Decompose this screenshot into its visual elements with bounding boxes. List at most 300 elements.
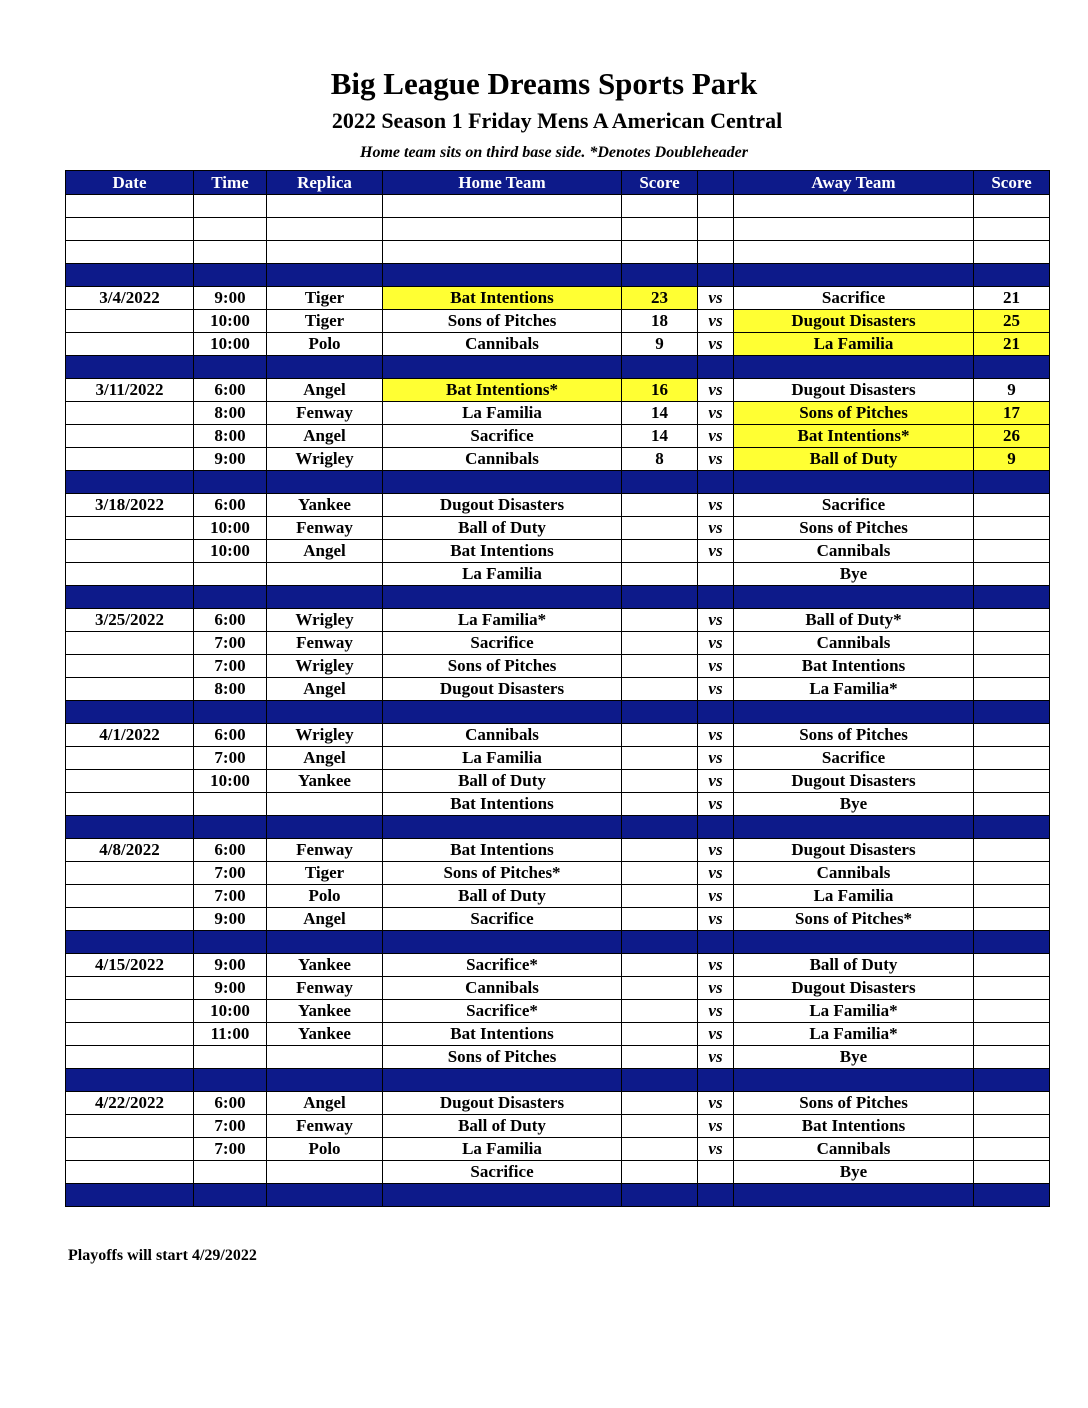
home-score-cell [622, 241, 698, 264]
home-team-cell: Bat Intentions [383, 793, 622, 816]
home-score-cell [622, 793, 698, 816]
date-cell [66, 1161, 194, 1184]
replica-cell: Angel [267, 425, 383, 448]
away-team-cell: Dugout Disasters [734, 977, 974, 1000]
date-cell [66, 632, 194, 655]
away-team-cell: Ball of Duty [734, 954, 974, 977]
home-score-cell [622, 1161, 698, 1184]
away-team-cell: Bye [734, 1161, 974, 1184]
replica-cell: Yankee [267, 954, 383, 977]
away-score-cell: 17 [974, 402, 1050, 425]
away-team-cell: Sacrifice [734, 747, 974, 770]
date-cell: 3/4/2022 [66, 287, 194, 310]
vs-cell: vs [698, 425, 734, 448]
home-team-cell: La Familia [383, 563, 622, 586]
away-score-cell [974, 885, 1050, 908]
blank-row [66, 218, 1050, 241]
away-team-cell: Cannibals [734, 862, 974, 885]
replica-cell [267, 241, 383, 264]
home-score-cell [622, 1023, 698, 1046]
home-team-cell: Cannibals [383, 333, 622, 356]
time-cell [194, 1161, 267, 1184]
home-score-cell [622, 908, 698, 931]
date-cell [66, 563, 194, 586]
time-cell [194, 701, 267, 724]
col-home-team: Home Team [383, 171, 622, 195]
date-cell: 3/18/2022 [66, 494, 194, 517]
date-cell [66, 862, 194, 885]
home-team-cell: La Familia [383, 402, 622, 425]
col-home-score: Score [622, 171, 698, 195]
home-score-cell [622, 586, 698, 609]
game-row [66, 1000, 1050, 1023]
home-team-cell: Cannibals [383, 448, 622, 471]
home-team-cell: La Familia [383, 747, 622, 770]
away-team-cell [734, 1069, 974, 1092]
vs-cell [698, 1161, 734, 1184]
home-team-cell [383, 218, 622, 241]
replica-cell [267, 931, 383, 954]
home-score-cell [622, 770, 698, 793]
away-score-cell [974, 1046, 1050, 1069]
time-cell: 6:00 [194, 724, 267, 747]
vs-cell: vs [698, 1138, 734, 1161]
away-score-cell [974, 241, 1050, 264]
home-team-cell [383, 1184, 622, 1207]
game-row [66, 678, 1050, 701]
away-team-cell: Dugout Disasters [734, 839, 974, 862]
away-score-cell [974, 609, 1050, 632]
vs-cell: vs [698, 494, 734, 517]
home-score-cell: 16 [622, 379, 698, 402]
away-team-cell: La Familia [734, 333, 974, 356]
vs-cell [698, 931, 734, 954]
date-cell [66, 678, 194, 701]
game-row [66, 609, 1050, 632]
away-team-cell: Sons of Pitches [734, 724, 974, 747]
vs-cell: vs [698, 747, 734, 770]
replica-cell: Angel [267, 540, 383, 563]
away-score-cell [974, 586, 1050, 609]
time-cell [194, 931, 267, 954]
vs-cell: vs [698, 333, 734, 356]
vs-cell [698, 471, 734, 494]
time-cell: 6:00 [194, 494, 267, 517]
home-score-cell [622, 862, 698, 885]
playoffs-note: Playoffs will start 4/29/2022 [68, 1247, 257, 1264]
schedule-body [66, 195, 1050, 1207]
date-cell [66, 1184, 194, 1207]
home-score-cell [622, 195, 698, 218]
replica-cell: Yankee [267, 770, 383, 793]
home-team-cell: Sons of Pitches [383, 310, 622, 333]
date-cell: 3/11/2022 [66, 379, 194, 402]
away-score-cell [974, 1161, 1050, 1184]
date-cell [66, 793, 194, 816]
vs-cell [698, 1069, 734, 1092]
away-score-cell [974, 1115, 1050, 1138]
time-cell [194, 793, 267, 816]
home-team-cell: Sons of Pitches [383, 1046, 622, 1069]
away-team-cell [734, 701, 974, 724]
away-score-cell [974, 655, 1050, 678]
replica-cell: Tiger [267, 287, 383, 310]
vs-cell [698, 264, 734, 287]
time-cell: 9:00 [194, 287, 267, 310]
away-team-cell [734, 356, 974, 379]
away-team-cell [734, 586, 974, 609]
time-cell [194, 563, 267, 586]
vs-cell: vs [698, 770, 734, 793]
vs-cell: vs [698, 793, 734, 816]
replica-cell [267, 1046, 383, 1069]
home-score-cell: 14 [622, 425, 698, 448]
away-score-cell [974, 839, 1050, 862]
away-score-cell [974, 1092, 1050, 1115]
date-cell [66, 931, 194, 954]
vs-cell: vs [698, 678, 734, 701]
time-cell: 10:00 [194, 770, 267, 793]
vs-cell [698, 356, 734, 379]
home-score-cell [622, 816, 698, 839]
away-score-cell [974, 770, 1050, 793]
away-team-cell [734, 264, 974, 287]
away-score-cell [974, 1000, 1050, 1023]
time-cell: 7:00 [194, 632, 267, 655]
away-score-cell [974, 218, 1050, 241]
blank-row [66, 195, 1050, 218]
home-score-cell [622, 655, 698, 678]
away-score-cell [974, 793, 1050, 816]
away-score-cell [974, 678, 1050, 701]
away-team-cell: La Familia* [734, 1023, 974, 1046]
home-team-cell [383, 356, 622, 379]
vs-cell: vs [698, 517, 734, 540]
home-team-cell: Ball of Duty [383, 770, 622, 793]
vs-cell: vs [698, 448, 734, 471]
date-cell [66, 655, 194, 678]
time-cell: 8:00 [194, 425, 267, 448]
game-row [66, 1023, 1050, 1046]
away-score-cell: 21 [974, 333, 1050, 356]
replica-cell: Fenway [267, 632, 383, 655]
home-team-cell: Sons of Pitches [383, 655, 622, 678]
away-team-cell: Dugout Disasters [734, 379, 974, 402]
home-score-cell [622, 1000, 698, 1023]
home-score-cell [622, 264, 698, 287]
away-score-cell: 9 [974, 448, 1050, 471]
away-team-cell [734, 1184, 974, 1207]
date-cell [66, 310, 194, 333]
time-cell [194, 816, 267, 839]
away-team-cell: Sons of Pitches [734, 517, 974, 540]
home-score-cell [622, 540, 698, 563]
away-team-cell: La Familia [734, 885, 974, 908]
col-time: Time [194, 171, 267, 195]
home-score-cell [622, 1092, 698, 1115]
page-title: Big League Dreams Sports Park [330, 66, 758, 101]
time-cell [194, 241, 267, 264]
date-cell [66, 1046, 194, 1069]
home-score-cell [622, 356, 698, 379]
replica-cell: Wrigley [267, 609, 383, 632]
date-cell [66, 195, 194, 218]
away-team-cell: Ball of Duty [734, 448, 974, 471]
away-team-cell: Cannibals [734, 632, 974, 655]
away-team-cell [734, 931, 974, 954]
home-score-cell [622, 1115, 698, 1138]
date-cell [66, 1023, 194, 1046]
time-cell [194, 1184, 267, 1207]
col-date: Date [66, 171, 194, 195]
home-team-cell: Ball of Duty [383, 885, 622, 908]
date-cell [66, 517, 194, 540]
vs-cell: vs [698, 1000, 734, 1023]
away-team-cell: La Familia* [734, 1000, 974, 1023]
home-score-cell [622, 839, 698, 862]
replica-cell [267, 1069, 383, 1092]
replica-cell: Fenway [267, 1115, 383, 1138]
game-row [66, 1092, 1050, 1115]
game-row [66, 862, 1050, 885]
away-team-cell [734, 816, 974, 839]
time-cell [194, 264, 267, 287]
vs-cell: vs [698, 1046, 734, 1069]
game-row [66, 287, 1050, 310]
date-cell [66, 1069, 194, 1092]
vs-cell: vs [698, 287, 734, 310]
home-team-cell [383, 1069, 622, 1092]
home-team-cell: Ball of Duty [383, 517, 622, 540]
away-score-cell [974, 517, 1050, 540]
home-score-cell [622, 609, 698, 632]
replica-cell: Angel [267, 379, 383, 402]
home-team-cell: Sacrifice [383, 908, 622, 931]
home-team-cell: Sacrifice* [383, 954, 622, 977]
home-score-cell [622, 701, 698, 724]
date-cell [66, 218, 194, 241]
date-cell [66, 701, 194, 724]
home-team-cell: Ball of Duty [383, 1115, 622, 1138]
game-row [66, 977, 1050, 1000]
replica-cell [267, 586, 383, 609]
home-score-cell [622, 678, 698, 701]
date-cell [66, 747, 194, 770]
vs-cell: vs [698, 632, 734, 655]
home-team-cell: Sons of Pitches* [383, 862, 622, 885]
time-cell: 10:00 [194, 540, 267, 563]
replica-cell: Yankee [267, 1000, 383, 1023]
time-cell: 8:00 [194, 678, 267, 701]
date-cell [66, 402, 194, 425]
away-team-cell: Dugout Disasters [734, 770, 974, 793]
game-row [66, 632, 1050, 655]
away-score-cell [974, 1023, 1050, 1046]
game-row [66, 1138, 1050, 1161]
time-cell: 7:00 [194, 1138, 267, 1161]
col-away-score: Score [974, 171, 1050, 195]
week-separator-row [66, 471, 1050, 494]
home-team-cell: La Familia [383, 1138, 622, 1161]
away-score-cell [974, 862, 1050, 885]
home-team-cell [383, 264, 622, 287]
away-team-cell [734, 241, 974, 264]
game-row [66, 563, 1050, 586]
away-score-cell [974, 494, 1050, 517]
away-score-cell [974, 977, 1050, 1000]
date-cell: 4/22/2022 [66, 1092, 194, 1115]
away-score-cell [974, 954, 1050, 977]
time-cell [194, 1069, 267, 1092]
vs-cell: vs [698, 724, 734, 747]
away-score-cell [974, 1069, 1050, 1092]
game-row [66, 793, 1050, 816]
home-team-cell: Bat Intentions [383, 1023, 622, 1046]
time-cell: 9:00 [194, 908, 267, 931]
date-cell [66, 540, 194, 563]
week-separator-row [66, 264, 1050, 287]
home-team-cell: Sacrifice [383, 632, 622, 655]
vs-cell: vs [698, 862, 734, 885]
replica-cell [267, 563, 383, 586]
replica-cell: Angel [267, 747, 383, 770]
away-score-cell [974, 816, 1050, 839]
away-score-cell [974, 1184, 1050, 1207]
away-team-cell: Bye [734, 1046, 974, 1069]
away-score-cell [974, 563, 1050, 586]
home-team-cell [383, 471, 622, 494]
home-team-cell: La Familia* [383, 609, 622, 632]
away-team-cell: Bat Intentions* [734, 425, 974, 448]
time-cell [194, 195, 267, 218]
game-row [66, 494, 1050, 517]
time-cell [194, 1046, 267, 1069]
replica-cell: Polo [267, 885, 383, 908]
home-score-cell [622, 494, 698, 517]
away-team-cell: Sacrifice [734, 287, 974, 310]
home-score-cell: 8 [622, 448, 698, 471]
game-row [66, 379, 1050, 402]
time-cell: 6:00 [194, 379, 267, 402]
replica-cell: Angel [267, 1092, 383, 1115]
home-team-cell [383, 931, 622, 954]
home-team-cell: Bat Intentions [383, 839, 622, 862]
date-cell [66, 356, 194, 379]
away-team-cell: La Familia* [734, 678, 974, 701]
replica-cell: Tiger [267, 862, 383, 885]
home-score-cell: 18 [622, 310, 698, 333]
date-cell [66, 241, 194, 264]
date-cell: 3/25/2022 [66, 609, 194, 632]
header-row [66, 171, 1050, 195]
time-cell [194, 471, 267, 494]
time-cell: 6:00 [194, 609, 267, 632]
replica-cell: Polo [267, 1138, 383, 1161]
col-vs [698, 171, 734, 195]
replica-cell [267, 471, 383, 494]
away-team-cell [734, 218, 974, 241]
replica-cell [267, 793, 383, 816]
time-cell: 9:00 [194, 954, 267, 977]
date-cell [66, 471, 194, 494]
replica-cell [267, 1161, 383, 1184]
vs-cell [698, 816, 734, 839]
home-score-cell [622, 747, 698, 770]
home-score-cell [622, 724, 698, 747]
home-score-cell: 14 [622, 402, 698, 425]
schedule-table [65, 170, 1050, 1207]
time-cell: 8:00 [194, 402, 267, 425]
game-row [66, 1115, 1050, 1138]
away-score-cell [974, 471, 1050, 494]
game-row [66, 655, 1050, 678]
vs-cell: vs [698, 402, 734, 425]
col-away-team: Away Team [734, 171, 974, 195]
week-separator-row [66, 816, 1050, 839]
date-cell [66, 1138, 194, 1161]
time-cell [194, 218, 267, 241]
home-team-cell: Bat Intentions* [383, 379, 622, 402]
time-cell: 7:00 [194, 747, 267, 770]
vs-cell: vs [698, 977, 734, 1000]
date-cell [66, 1000, 194, 1023]
time-cell: 6:00 [194, 839, 267, 862]
replica-cell: Fenway [267, 977, 383, 1000]
home-score-cell: 9 [622, 333, 698, 356]
home-score-cell [622, 218, 698, 241]
date-cell [66, 425, 194, 448]
replica-cell: Tiger [267, 310, 383, 333]
home-score-cell [622, 1069, 698, 1092]
week-separator-row [66, 356, 1050, 379]
game-row [66, 517, 1050, 540]
home-score-cell [622, 1046, 698, 1069]
game-row [66, 1046, 1050, 1069]
replica-cell: Fenway [267, 517, 383, 540]
home-team-cell: Sacrifice* [383, 1000, 622, 1023]
vs-cell: vs [698, 655, 734, 678]
home-team-cell [383, 241, 622, 264]
time-cell: 7:00 [194, 885, 267, 908]
away-score-cell: 21 [974, 287, 1050, 310]
home-team-cell: Dugout Disasters [383, 494, 622, 517]
game-row [66, 954, 1050, 977]
away-score-cell [974, 908, 1050, 931]
home-score-cell [622, 632, 698, 655]
away-score-cell: 26 [974, 425, 1050, 448]
home-score-cell [622, 1184, 698, 1207]
time-cell: 10:00 [194, 517, 267, 540]
replica-cell: Yankee [267, 1023, 383, 1046]
replica-cell [267, 816, 383, 839]
vs-cell [698, 241, 734, 264]
replica-cell: Wrigley [267, 448, 383, 471]
away-score-cell [974, 1138, 1050, 1161]
away-score-cell: 9 [974, 379, 1050, 402]
home-score-cell [622, 954, 698, 977]
date-cell: 4/1/2022 [66, 724, 194, 747]
date-cell: 4/15/2022 [66, 954, 194, 977]
home-team-cell: Sacrifice [383, 425, 622, 448]
away-team-cell: Sons of Pitches [734, 1092, 974, 1115]
week-separator-row [66, 1069, 1050, 1092]
vs-cell [698, 195, 734, 218]
date-cell [66, 816, 194, 839]
home-score-cell [622, 885, 698, 908]
replica-cell [267, 218, 383, 241]
vs-cell [698, 1184, 734, 1207]
date-cell [66, 1115, 194, 1138]
